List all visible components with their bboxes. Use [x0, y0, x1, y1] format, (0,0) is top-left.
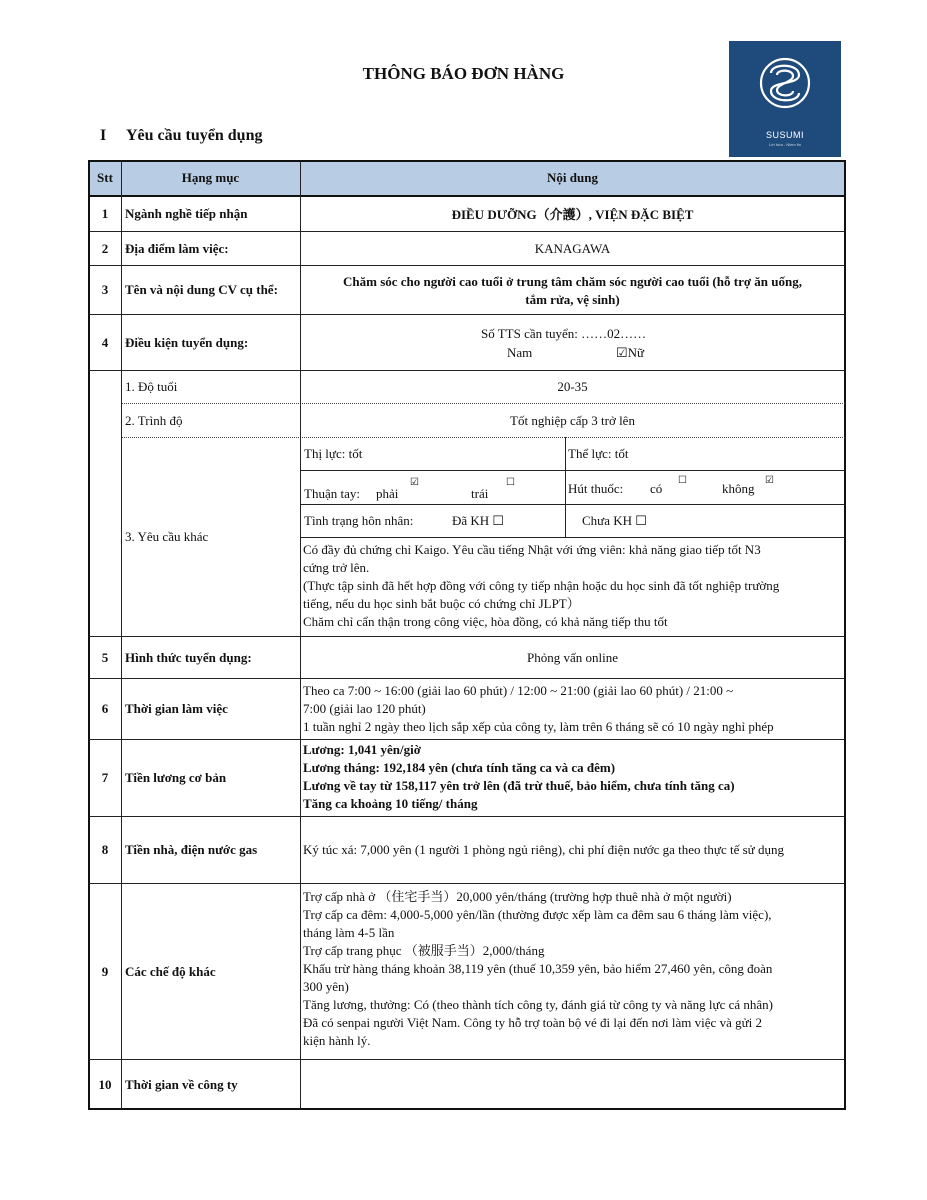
fitness: Thể lực: tốt [568, 446, 629, 461]
recruitment-method-value: Phỏng vấn online [527, 649, 618, 665]
note-line: Chăm chỉ cẩn thận trong công việc, hòa đồng, có khả năng tiếp thu tốt [303, 614, 668, 629]
row-number: 1 [101, 205, 109, 221]
row-category: Điều kiện tuyển dụng: [125, 334, 249, 350]
marital-status-label: Tình trạng hôn nhân: [304, 513, 414, 528]
smoking-yes-checkbox: ☐ [678, 475, 687, 486]
row-number: 9 [101, 963, 109, 979]
marital-single: Chưa KH ☐ [582, 513, 647, 528]
row-number: 4 [101, 334, 109, 350]
working-hours-line: 1 tuần nghỉ 2 ngày theo lịch sắp xếp của công ty, làm trên 6 tháng sẽ có 10 ngày nghỉ phép [303, 719, 774, 734]
header-content: Nội dung [547, 170, 598, 185]
benefit-line: tháng làm 4-5 lần [303, 925, 395, 940]
benefit-line: Khấu trừ hàng tháng khoản 38,119 yên (thuế 10,359 yên, bảo hiểm 27,460 yên, công đoàn [303, 961, 773, 976]
other-requirements-label: 3. Yêu cầu khác [125, 529, 209, 544]
education-value: Tốt nghiệp cấp 3 trở lên [510, 412, 635, 428]
smoking-no-checkbox: ☑ [765, 475, 774, 486]
salary-details [303, 741, 843, 813]
section-number: I [100, 127, 107, 144]
handedness-right-checkbox: ☑ [410, 477, 419, 488]
company-logo [729, 41, 841, 157]
benefit-line: Trợ cấp nhà ở （住宅手当）20,000 yên/tháng (trường hợp thuê nhà ở một người) [303, 889, 732, 904]
workplace-value: KANAGAWA [534, 240, 611, 256]
benefit-line: 300 yên) [303, 979, 349, 994]
note-line: Có đầy đủ chứng chỉ Kaigo. Yêu cầu tiếng Nhật với ứng viên: khả năng giao tiếp tốt N3 [303, 542, 761, 557]
logo-subtext: Lời hứa - Niềm tin [768, 142, 802, 147]
benefit-line: kiện hành lý. [303, 1033, 371, 1048]
handedness-label: Thuận tay: [304, 486, 360, 501]
column-divider [565, 437, 566, 537]
benefit-line: Đã có senpai người Việt Nam. Công ty hỗ trợ toàn bộ vé đi lại đến nơi làm việc và gửi 2 [303, 1015, 762, 1030]
smoking-no: không [722, 481, 755, 496]
salary-line: Lương: 1,041 yên/giờ [303, 742, 421, 757]
other-benefits [303, 888, 843, 1050]
salary-line: Lương tháng: 192,184 yên (chưa tính tăng ca và ca đêm) [303, 760, 616, 775]
job-description-line: Chăm sóc cho người cao tuổi ở trung tâm chăm sóc người cao tuổi (hỗ trợ ăn uống, [343, 274, 802, 289]
note-line: (Thực tập sinh đã hết hợp đồng với công ty tiếp nhận hoặc du học sinh đã tốt nghiệp trường [303, 578, 780, 593]
row-category: Tên và nội dung CV cụ thể: [125, 282, 278, 297]
housing-value: Ký túc xá: 7,000 yên (1 người 1 phòng ngủ riêng), chi phí điện nước ga theo thực tế sử dụng [303, 842, 784, 857]
job-description [300, 266, 845, 314]
row-divider [300, 470, 845, 471]
row-category: Thời gian về công ty [125, 1076, 238, 1092]
row-category: Tiền nhà, điện nước gas [125, 842, 258, 857]
section-title: Yêu cầu tuyển dụng [126, 127, 263, 144]
salary-line: Lương về tay từ 158,117 yên trở lên (đã trừ thuế, bảo hiểm, chưa tính tăng ca) [303, 778, 735, 793]
row-category: Hình thức tuyển dụng: [125, 649, 252, 665]
row-number: 10 [98, 1076, 112, 1092]
row-number: 2 [101, 240, 109, 256]
working-hours [303, 682, 843, 736]
row-category: Tiền lương cơ bản [125, 770, 227, 785]
company-arrival-value [300, 1060, 845, 1109]
row-category: Địa điểm làm việc: [125, 240, 229, 256]
education-label: 2. Trình độ [125, 412, 183, 428]
header-stt: Stt [97, 170, 113, 185]
working-hours-line: Theo ca 7:00 ~ 16:00 (giải lao 60 phút) / 12:00 ~ 21:00 (giải lao 60 phút) / 21:00 ~ [303, 683, 734, 698]
handedness-left-checkbox: ☐ [506, 477, 515, 488]
row-divider [300, 504, 845, 505]
job-description-line: tắm rửa, vệ sinh) [525, 292, 620, 307]
row-number: 6 [101, 701, 109, 716]
benefit-line: Trợ cấp trang phục （被服手当）2,000/tháng [303, 943, 545, 958]
document-title: THÔNG BÁO ĐƠN HÀNG [362, 64, 565, 83]
section-heading [100, 127, 262, 145]
eyesight: Thị lực: tốt [304, 446, 363, 461]
row-divider [300, 537, 845, 538]
gender-female: ☑Nữ [616, 345, 645, 360]
age-label: 1. Độ tuổi [125, 379, 178, 394]
note-line: tiếng, nếu du học sinh bắt buộc có chứng chỉ JLPT） [303, 596, 580, 611]
occupation-value: ĐIỀU DƯỠNG（介護）, VIỆN ĐẶC BIỆT [451, 207, 694, 222]
header-category: Hạng mục [181, 170, 240, 185]
row-category: Thời gian làm việc [125, 701, 228, 716]
note-line: cứng trở lên. [303, 560, 370, 575]
gender-male: Nam [507, 345, 533, 360]
benefit-line: Tăng lương, thưởng: Có (theo thành tích công ty, đánh giá từ công ty và năng lực cá nhân) [303, 997, 773, 1012]
age-value: 20-35 [557, 379, 588, 394]
handedness-right: phải [376, 486, 399, 501]
smoking-label: Hút thuốc: [568, 481, 624, 496]
row-category: Ngành nghề tiếp nhận [125, 205, 248, 221]
marital-married: Đã KH ☐ [452, 513, 505, 528]
row-category: Các chế độ khác [125, 963, 216, 979]
logo-text: SUSUMI [765, 130, 804, 140]
working-hours-line: 7:00 (giải lao 120 phút) [303, 701, 426, 716]
handedness-left: trái [471, 486, 489, 501]
salary-line: Tăng ca khoảng 10 tiếng/ tháng [303, 796, 478, 811]
row-number: 8 [101, 842, 109, 857]
trainee-quantity: Số TTS cần tuyển: ……02…… [481, 326, 647, 341]
smoking-yes: có [650, 481, 663, 496]
row-number: 7 [101, 770, 109, 785]
logo-mark-icon [729, 41, 841, 131]
benefit-line: Trợ cấp ca đêm: 4,000-5,000 yên/lần (thường được xếp làm ca đêm sau 6 tháng làm việc), [303, 907, 772, 922]
row-number: 3 [101, 282, 109, 297]
other-requirements-notes [303, 541, 843, 631]
row-number: 5 [101, 649, 109, 665]
